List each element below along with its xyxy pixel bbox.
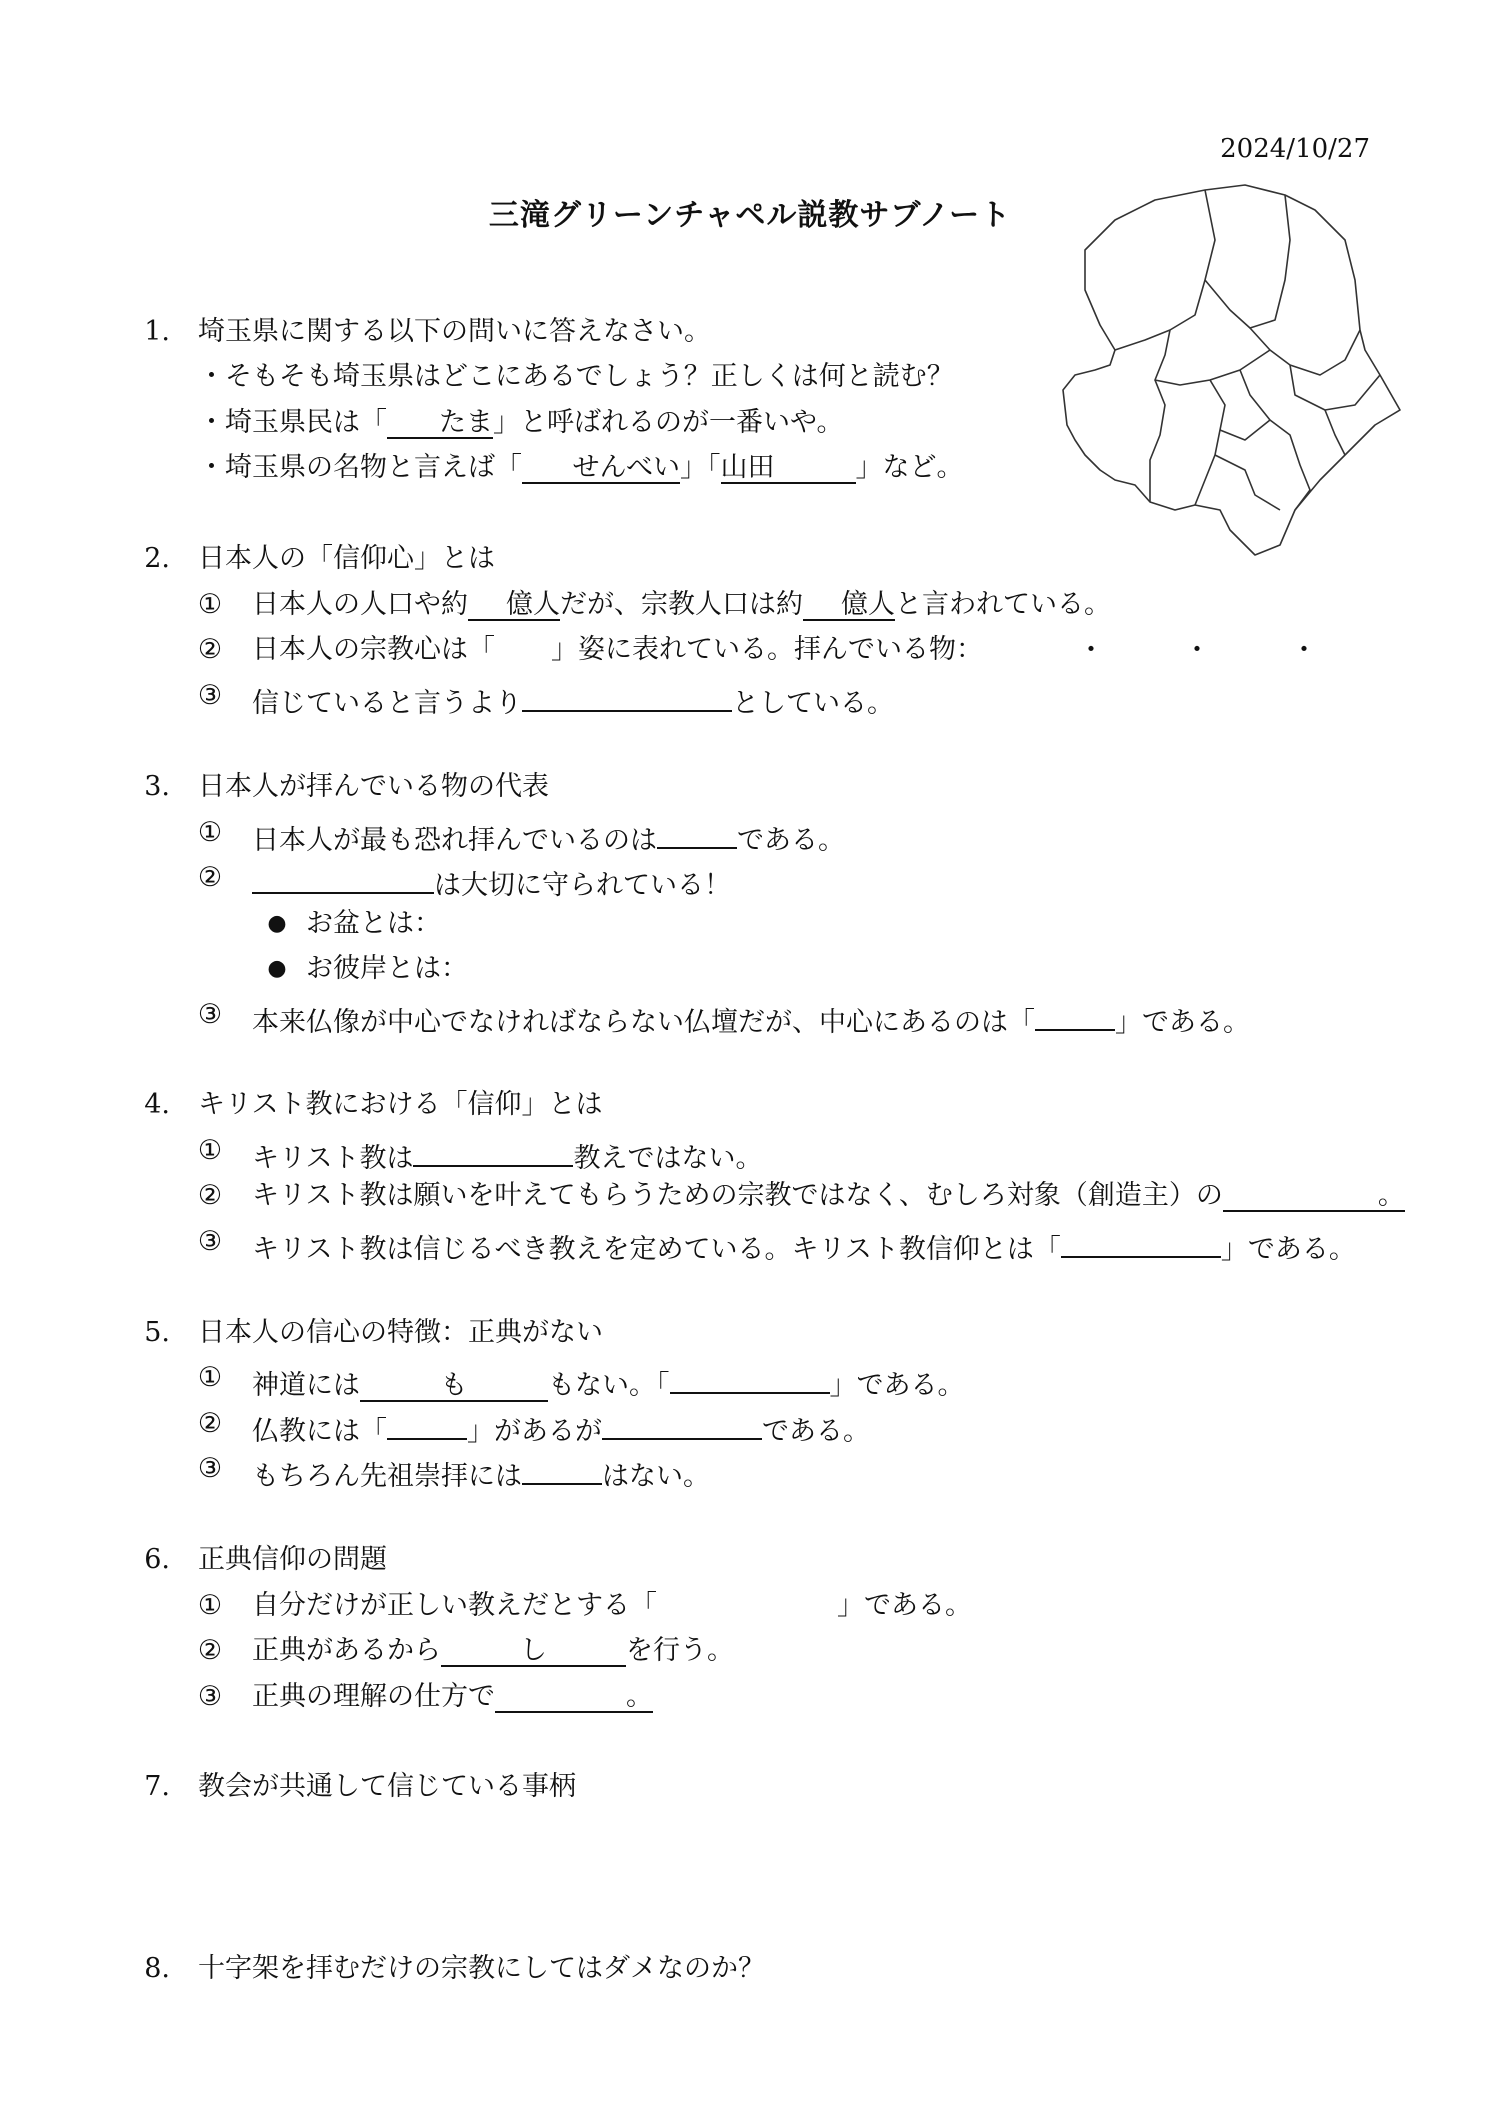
fill-in-blank[interactable]: 。 [495, 1681, 653, 1713]
item-text: キリスト教は願いを叶えてもらうための宗教ではなく、むしろ対象（創造主）の 。 [252, 1180, 1405, 1211]
item-marker: ① [197, 817, 223, 848]
item-marker: ③ [197, 1226, 223, 1257]
bullet-text: お彼岸とは： [306, 953, 468, 984]
section-heading: 教会が共通して信じている事柄 [198, 1771, 576, 1802]
item-marker: ③ [197, 1453, 223, 1484]
item-marker: ② [197, 862, 223, 893]
item-marker: ③ [197, 999, 223, 1030]
fill-in-blank[interactable]: せんべい [522, 452, 680, 484]
section-number: 7. [144, 1771, 170, 1802]
fill-in-blank[interactable]: 。 [1223, 1180, 1405, 1212]
list-dot: ・ [1077, 633, 1106, 666]
fill-in-blank[interactable] [387, 1408, 467, 1440]
section-number: 6. [144, 1544, 170, 1575]
page-title: 三滝グリーンチャペル説教サブノート [488, 198, 1012, 233]
fill-in-blank[interactable] [252, 862, 434, 894]
item-marker: ② [197, 1635, 223, 1666]
section-heading: 日本人が拝んでいる物の代表 [198, 771, 549, 802]
item-text: 仏教には「 」があるが である。 [252, 1408, 870, 1448]
document-date: 2024/10/27 [1220, 134, 1370, 164]
item-marker: ② [197, 1180, 223, 1211]
fill-in-blank[interactable] [522, 680, 732, 712]
section-heading: 埼玉県に関する以下の問いに答えなさい。 [198, 316, 711, 347]
section-number: 1. [144, 316, 170, 347]
fill-in-blank[interactable]: も [360, 1370, 548, 1402]
section-number: 3. [144, 771, 170, 802]
fill-in-blank[interactable] [670, 1362, 830, 1394]
item-marker: ② [197, 634, 223, 665]
section-number: 8. [144, 1953, 170, 1984]
section-heading: 日本人の「信仰心」とは [198, 543, 495, 574]
fill-in-blank[interactable] [657, 817, 737, 849]
item-marker: ② [197, 1408, 223, 1439]
item-text: 正典があるから し を行う。 [252, 1635, 734, 1666]
fill-in-blank[interactable] [522, 1453, 602, 1485]
section-heading: 十字架を拝むだけの宗教にしてはダメなのか？ [198, 1953, 765, 1984]
bullet: ● [267, 911, 287, 936]
item-text: 日本人の人口や約 億人だが、宗教人口は約 億人と言われている。 [252, 589, 1111, 620]
item-text: 神道には も もない。「 」である。 [252, 1362, 965, 1402]
bullet-text: お盆とは： [306, 908, 441, 939]
item-marker: ① [197, 1135, 223, 1166]
fill-in-blank[interactable]: 山田 [721, 452, 856, 484]
item-text: 日本人が最も恐れ拝んでいるのは である。 [252, 817, 845, 857]
list-dot: ・ [1290, 633, 1319, 666]
item-text: 自分だけが正しい教えだとする「 」である。 [252, 1590, 972, 1621]
fill-in-blank[interactable] [1035, 999, 1115, 1031]
question-line: ・埼玉県民は「 たま」と呼ばれるのが一番いや。 [198, 407, 844, 438]
question-line: ・埼玉県の名物と言えば「 せんべい」「山田 」など。 [198, 452, 964, 483]
section-heading: 正典信仰の問題 [198, 1544, 387, 1575]
item-marker: ① [197, 589, 223, 620]
item-text: キリスト教は 教えではない。 [252, 1135, 762, 1175]
section-number: 4. [144, 1089, 170, 1120]
section-heading: キリスト教における「信仰」とは [198, 1089, 603, 1120]
fill-in-blank[interactable]: 億人 [468, 589, 560, 621]
fill-in-blank[interactable] [413, 1135, 573, 1167]
fill-in-blank[interactable]: たま [387, 407, 493, 439]
fill-in-blank[interactable] [602, 1408, 762, 1440]
fill-in-blank[interactable]: し [441, 1635, 626, 1667]
section-number: 5. [144, 1317, 170, 1348]
item-marker: ① [197, 1590, 223, 1621]
item-text: は大切に守られている！ [252, 862, 731, 902]
item-text: キリスト教は信じるべき教えを定めている。キリスト教信仰とは「 」である。 [252, 1226, 1356, 1266]
item-text: 本来仏像が中心でなければならない仏壇だが、中心にあるのは「 」である。 [252, 999, 1250, 1039]
item-marker: ① [197, 1362, 223, 1393]
list-dot: ・ [1183, 633, 1212, 666]
item-text: 日本人の宗教心は「 」姿に表れている。拝んでいる物： [252, 634, 983, 665]
saitama-prefecture-map-icon [1055, 180, 1415, 560]
item-text: 正典の理解の仕方で 。 [252, 1681, 653, 1712]
section-heading: 日本人の信心の特徴：正典がない [198, 1317, 603, 1348]
section-number: 2. [144, 543, 170, 574]
fill-in-blank[interactable] [1061, 1226, 1221, 1258]
item-marker: ③ [197, 680, 223, 711]
bullet: ● [267, 956, 287, 981]
question-line: ・そもそも埼玉県はどこにあるでしょう？正しくは何と読む？ [198, 361, 954, 392]
item-text: もちろん先祖崇拝には はない。 [252, 1453, 710, 1493]
item-text: 信じていると言うより としている。 [252, 680, 894, 720]
item-marker: ③ [197, 1681, 223, 1712]
fill-in-blank[interactable]: 億人 [803, 589, 895, 621]
